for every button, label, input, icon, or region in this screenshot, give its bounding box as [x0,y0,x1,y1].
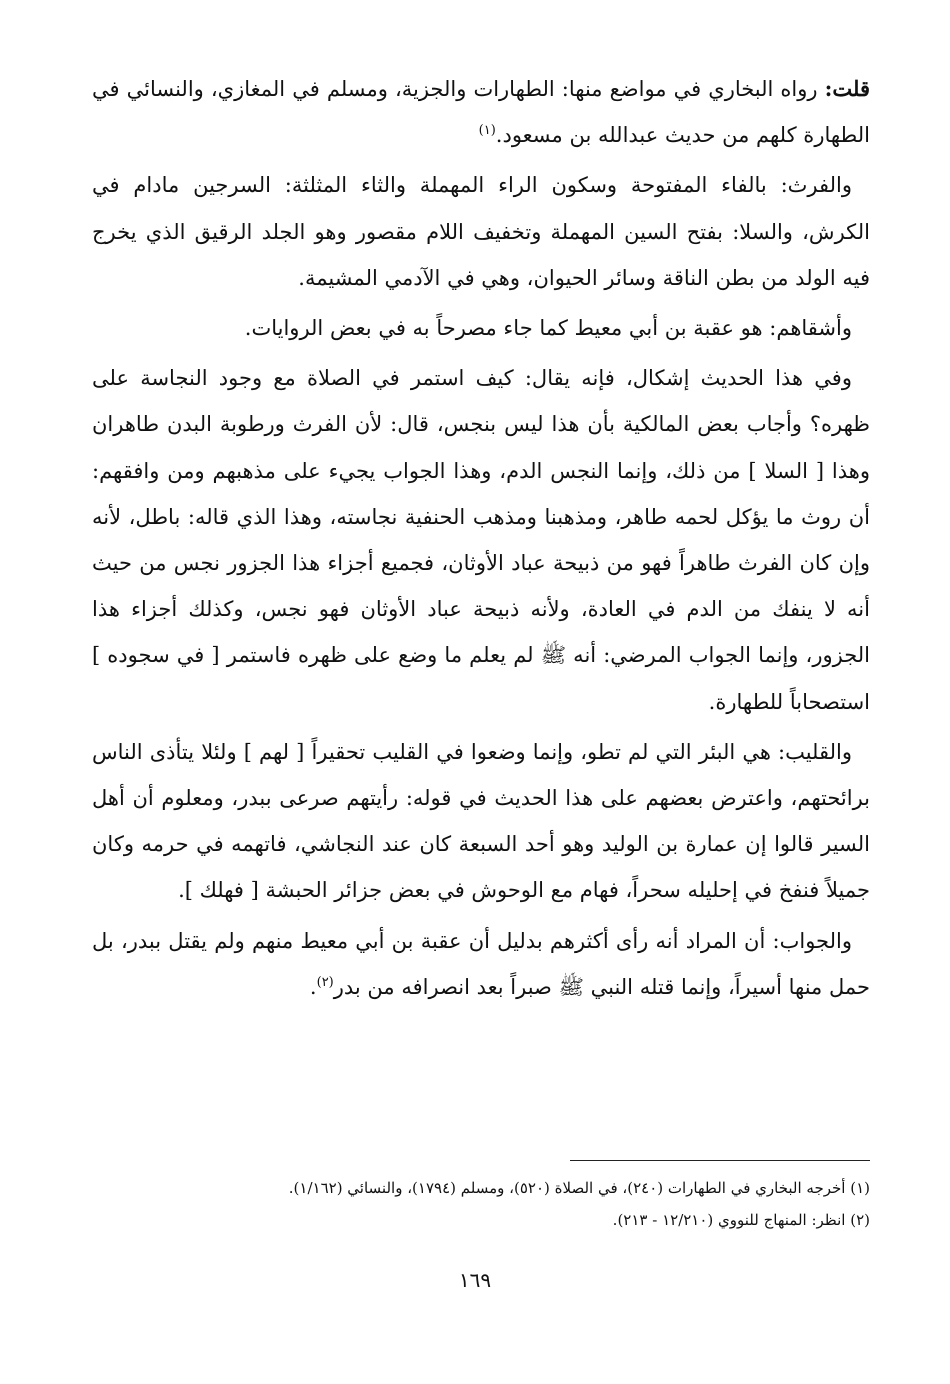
footnote-2: (٢) انظر: المنهاج للنووي (١٢/٢١٠ - ٢١٣). [612,1211,870,1229]
paragraph-5 [92,729,870,914]
paragraph-text: والجواب: أن المراد أنه رأى أكثرهم بدليل أن عقبة بن أبي معيط منهم ولم يقتل ببدر، بل حمل منها أسيراً، وإنما قتله النبي ﷺ صبراً بعد انصرافه من بدر [92,928,870,999]
paragraph-lead: قلت: [824,76,870,101]
paragraph-text: وأشقاهم: هو عقبة بن أبي معيط كما جاء مصرحاً به في بعض الروايات. [244,316,852,341]
paragraph-2 [92,162,870,301]
footnote-divider [570,1160,870,1161]
paragraph-3 [92,305,870,351]
footnote-marker[interactable]: (١) [478,123,496,139]
paragraph-text: رواه البخاري في مواضع منها: الطهارات والجزية، ومسلم في المغازي، والنسائي في الطهارة كلهم من حديث عبدالله بن مسعود. [92,77,870,148]
footnote-1: (١) أخرجه البخاري في الطهارات (٢٤٠)، في الصلاة (٥٢٠)، ومسلم (١٧٩٤)، والنسائي (١/١٦٢). [288,1179,870,1197]
paragraph-text: والفرث: بالفاء المفتوحة وسكون الراء المهملة والثاء المثلثة: السرجين مادام في الكرش، والسلا: بفتح السين المهملة وتخفيف اللام مقصور وهو الجلد الرقيق الذي يخرج فيه الولد من بطن الناقة وسائر الحيوان، وهي في الآدمي المشيمة. [92,173,870,290]
paragraph-4 [92,355,870,725]
paragraph-text: وفي هذا الحديث إشكال، فإنه يقال: كيف استمر في الصلاة مع وجود النجاسة على ظهره؟ وأجاب بعض المالكية بأن هذا ليس بنجس، قال: لأن الفرث ورطوبة البدن طاهران وهذا [ السلا ] من ذلك، وإنما النجس الدم، وهذا الجواب يجيء على مذهبهم ومن وافقهم: أن روث ما يؤكل لحمه طاهر، ومذهبنا ومذهب الحنفية نجاسته، وهذا الذي قاله: باطل، لأنه وإن كان الفرث طاهراً فهو من ذبيحة عباد الأوثان، فجميع أجزاء هذا الجزور نجس من حيث أنه لا ينفك من الدم في العادة، ولأنه ذبيحة عباد الأوثان فهو نجس، وكذلك أجزاء هذا الجزور، وإنما الجواب المرضي: أنه ﷺ لم يعلم ما وضع على ظهره فاستمر [ في سجوده ] استصحاباً للطهارة. [92,366,870,714]
paragraph-tail: . [309,974,317,999]
main-text [92,66,870,1014]
paragraph-6 [92,918,870,1010]
paragraph-1 [92,66,870,158]
footnotes [92,1172,870,1236]
page-number: ١٦٩ [458,1268,492,1292]
paragraph-text: والقليب: هي البئر التي لم تطو، وإنما وضعوا في القليب تحقيراً [ لهم ] ولئلا يتأذى الناس برائحتهم، واعترض بعضهم على هذا الحديث في قوله: رأيتهم صرعى ببدر، ومعلوم أن أهل السير قالوا إن عمارة بن الوليد وهو أحد السبعة كان عند النجاشي، فاتهمه في حرمه وكان جميلاً فنفخ في إحليله سحراً، فهام مع الوحوش في بعض جزائر الحبشة [ فهلك ]. [92,739,870,903]
footnote-marker[interactable]: (٢) [316,974,334,990]
